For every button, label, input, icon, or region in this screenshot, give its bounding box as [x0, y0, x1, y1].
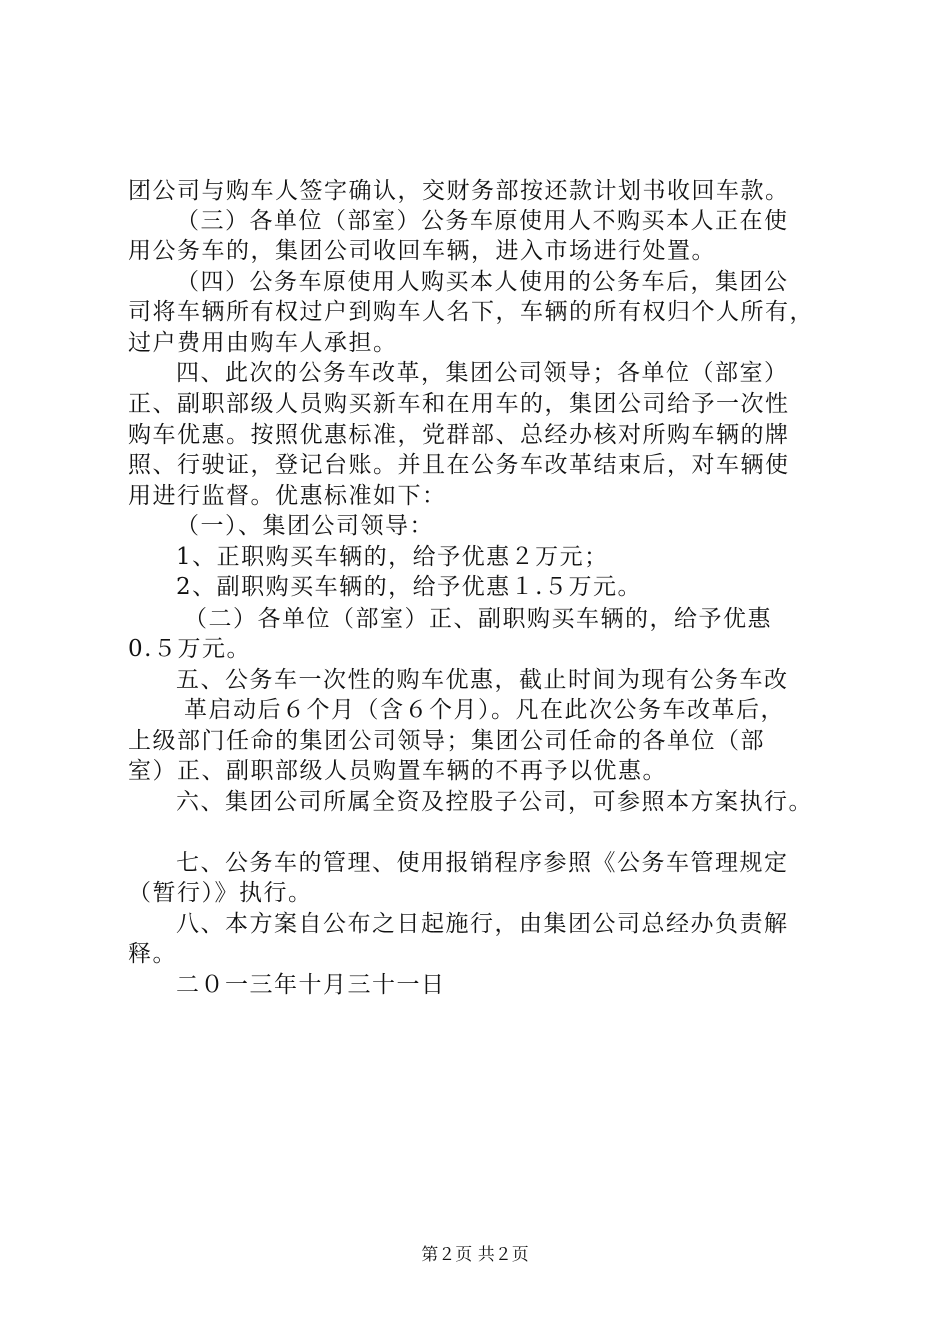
paragraph-line: 购车优惠。按照优惠标准，党群部、总经办核对所购车辆的牌	[128, 422, 790, 448]
paragraph-line: 革启动后６个月（含６个月）。凡在此次公务车改革后，	[184, 697, 785, 723]
paragraph-line: 用进行监督。优惠标准如下：	[128, 483, 447, 509]
page-footer: 第２页 共２页	[421, 1245, 529, 1265]
paragraph-line: 0.５万元。	[128, 636, 251, 662]
paragraph-line: 司将车辆所有权过户到购车人名下，车辆的所有权归个人所有，	[128, 299, 814, 325]
paragraph-line: （二）各单位（部室）正、副职购买车辆的，给予优惠	[184, 606, 772, 632]
paragraph-line: 团公司与购车人签字确认，交财务部按还款计划书收回车款。	[128, 178, 790, 204]
paragraph-line: 1、正职购买车辆的，给予优惠２万元；	[176, 544, 609, 570]
paragraph-line: （一）、集团公司领导：	[176, 513, 434, 539]
paragraph-line: （四）公务车原使用人购买本人使用的公务车后，集团公	[176, 269, 789, 295]
paragraph-line: 六、集团公司所属全资及控股子公司，可参照本方案执行。	[176, 789, 813, 815]
paragraph-line: 释。	[128, 941, 177, 967]
paragraph-line: 室）正、副职部级人员购置车辆的不再予以优惠。	[128, 758, 667, 784]
paragraph-line: （三）各单位（部室）公务车原使用人不购买本人正在使	[176, 208, 789, 234]
paragraph-line: 用公务车的，集团公司收回车辆，进入市场进行处置。	[128, 238, 716, 264]
paragraph-line: 过户费用由购车人承担。	[128, 330, 398, 356]
paragraph-line: 2、副职购买车辆的，给予优惠１.５万元。	[176, 574, 642, 600]
date-line: 二０一三年十月三十一日	[176, 972, 446, 998]
paragraph-line: 八、本方案自公布之日起施行，由集团公司总经办负责解	[176, 911, 789, 937]
paragraph-line: 七、公务车的管理、使用报销程序参照《公务车管理规定	[176, 850, 789, 876]
paragraph-line: （暂行）》执行。	[128, 880, 313, 906]
paragraph-line: 正、副职部级人员购买新车和在用车的，集团公司给予一次性	[128, 391, 790, 417]
paragraph-line: 上级部门任命的集团公司领导；集团公司任命的各单位（部	[128, 728, 765, 754]
paragraph-line: 五、公务车一次性的购车优惠，截止时间为现有公务车改	[176, 667, 789, 693]
paragraph-line: 照、行驶证，登记台账。并且在公务车改革结束后，对车辆使	[128, 452, 790, 478]
paragraph-line: 四、此次的公务车改革，集团公司领导；各单位（部室）	[176, 360, 789, 386]
